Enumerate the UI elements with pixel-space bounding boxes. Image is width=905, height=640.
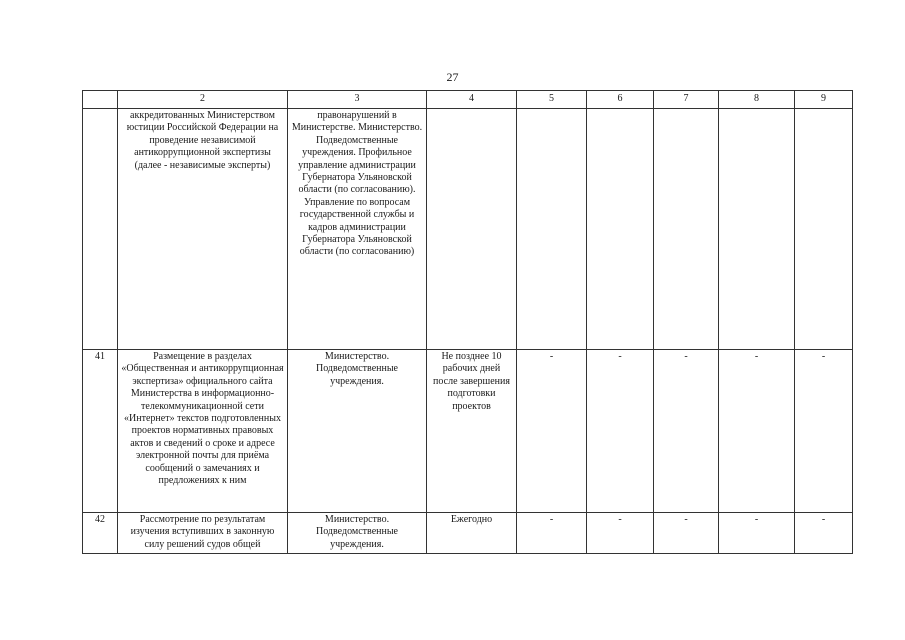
page-number: 27 bbox=[446, 70, 459, 84]
plan-table bbox=[82, 90, 853, 554]
col6-cell: - bbox=[587, 350, 654, 513]
header-col-3: 3 bbox=[288, 91, 427, 109]
table-row bbox=[83, 109, 853, 350]
header-col-9: 9 bbox=[795, 91, 853, 109]
col8-cell: - bbox=[719, 350, 795, 513]
col5-cell bbox=[517, 109, 587, 350]
col9-cell: - bbox=[795, 513, 853, 554]
col7-cell: - bbox=[654, 513, 719, 554]
table-row bbox=[83, 350, 853, 513]
col9-cell: - bbox=[795, 350, 853, 513]
col9-cell bbox=[795, 109, 853, 350]
header-col-2: 2 bbox=[118, 91, 288, 109]
header-col-1 bbox=[83, 91, 118, 109]
col5-cell: - bbox=[517, 513, 587, 554]
col7-cell bbox=[654, 109, 719, 350]
header-col-5: 5 bbox=[517, 91, 587, 109]
deadline-cell: Не позднее 10 рабочих дней после завершения подготовки проектов bbox=[427, 350, 517, 513]
measure-cell: аккредитованных Министерством юстиции Российской Федерации на проведение независимой антикоррупционной экспертизы (далее - независимые эксперты) bbox=[118, 109, 288, 350]
deadline-cell bbox=[427, 109, 517, 350]
col6-cell bbox=[587, 109, 654, 350]
deadline-cell: Ежегодно bbox=[427, 513, 517, 554]
col6-cell: - bbox=[587, 513, 654, 554]
header-col-8: 8 bbox=[719, 91, 795, 109]
row-number: 42 bbox=[83, 513, 118, 554]
measure-cell: Размещение в разделах «Общественная и антикоррупционная экспертиза» официального сайта Министерства в информационно-телекоммуникационной сети «Интернет» текстов подготовленных проектов нормативных правовых актов и сведений о сроке и адресе электронной почты для приёма сообщений о замечаниях и предложениях к ним bbox=[118, 350, 288, 513]
responsible-cell: Министерство. Подведомственные учреждения. bbox=[288, 513, 427, 554]
col8-cell: - bbox=[719, 513, 795, 554]
table-row bbox=[83, 513, 853, 554]
header-col-4: 4 bbox=[427, 91, 517, 109]
col5-cell: - bbox=[517, 350, 587, 513]
measure-cell: Рассмотрение по результатам изучения вступивших в законную силу решений судов общей bbox=[118, 513, 288, 554]
col8-cell bbox=[719, 109, 795, 350]
header-col-7: 7 bbox=[654, 91, 719, 109]
responsible-cell: Министерство. Подведомственные учреждения. bbox=[288, 350, 427, 513]
header-row bbox=[83, 91, 853, 109]
col7-cell: - bbox=[654, 350, 719, 513]
responsible-cell: правонарушений в Министерстве. Министерство. Подведомственные учреждения. Профильное управление администрации Губернатора Ульяновской области (по согласованию). Управление по вопросам государственной службы и кадров администрации Губернатора Ульяновской области (по согласованию) bbox=[288, 109, 427, 350]
header-col-6: 6 bbox=[587, 91, 654, 109]
row-number bbox=[83, 109, 118, 350]
row-number: 41 bbox=[83, 350, 118, 513]
